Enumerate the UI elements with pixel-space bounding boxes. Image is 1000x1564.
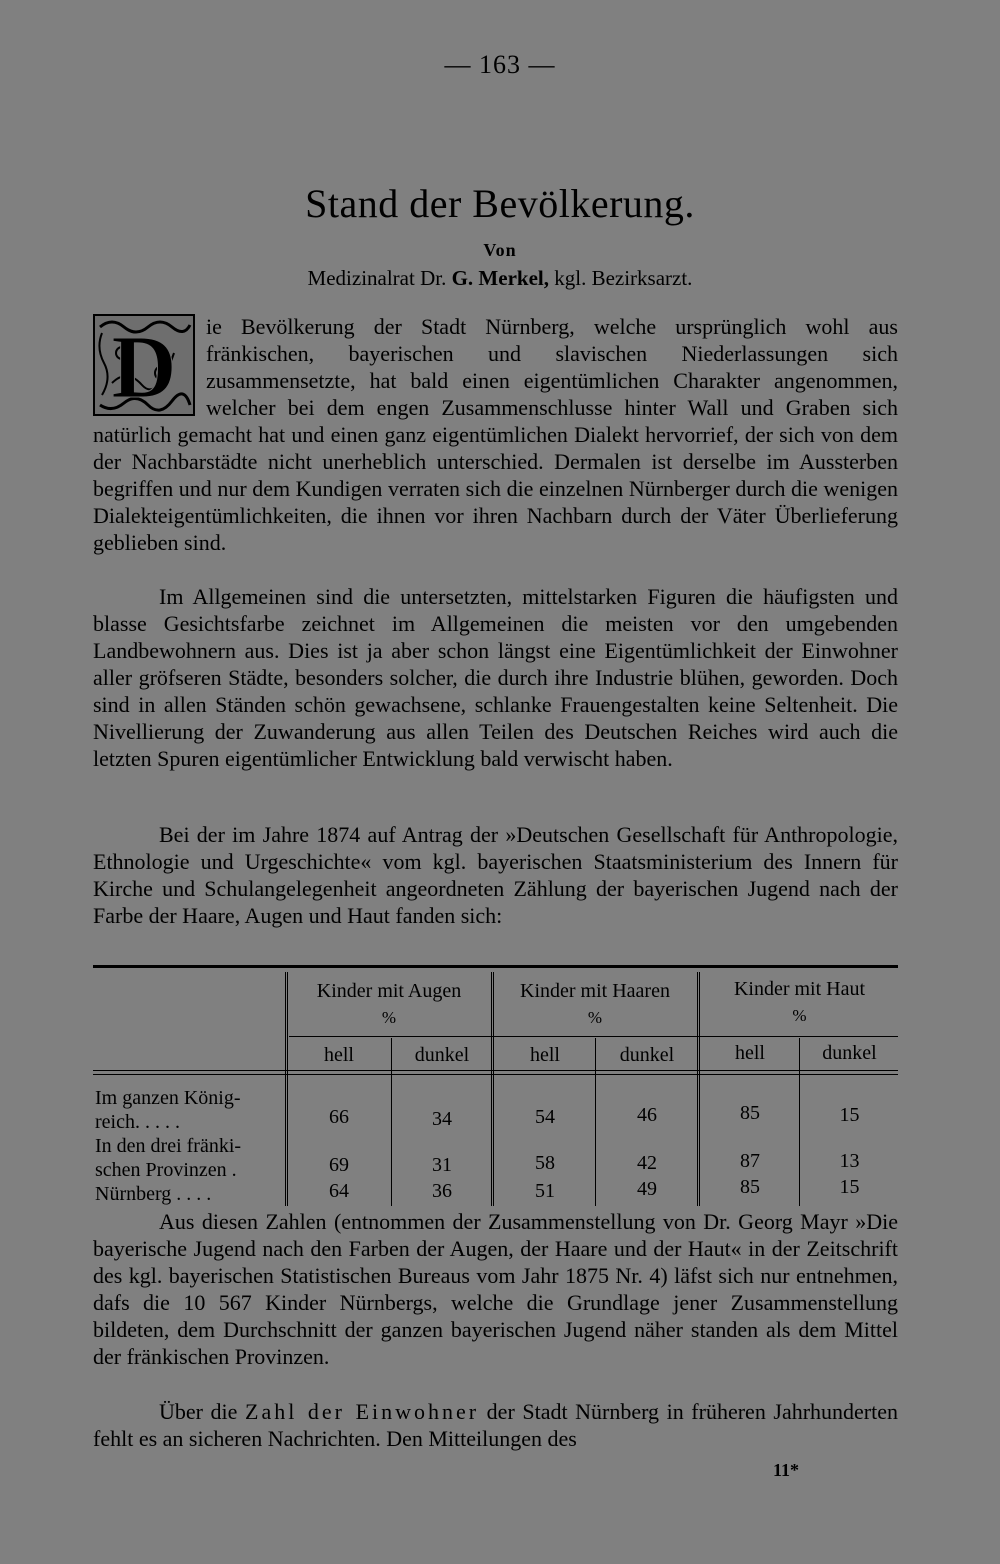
paragraph-census: Bei der im Jahre 1874 auf Antrag der »Deutschen Gesellschaft für Anthropologie, Ethnologie und Urgeschichte« vom kgl. bayerischen Staatsministerium des Innern für Kirche und Schulangelegenheit angeordneten Zählung der bayerischen Jugend nach der Farbe der Haare, Augen und Haut fanden sich: bbox=[93, 822, 898, 928]
table-divider bbox=[697, 972, 700, 1206]
table-divider bbox=[391, 1038, 392, 1206]
author-prefix: Medizinalrat Dr. bbox=[307, 266, 452, 290]
table-cell: 85 bbox=[740, 1176, 760, 1198]
table-rule bbox=[93, 1074, 898, 1075]
table-cell: 15 bbox=[839, 1104, 860, 1126]
drop-cap-ornament bbox=[92, 313, 196, 417]
paragraph-conclusion: Aus diesen Zahlen (entnommen der Zusammenstellung von Dr. Georg Mayr »Die bayerische Jugend nach den Farben der Augen, der Haare und der Haut« in der Zeitschrift des kgl. bayerischen Statistischen Bureaus vom Jahr 1875 Nr. 4) läfst sich nur entnehmen, dafs die 10 567 Kinder Nürnbergs, welche die Grundlage jener Zusammenstellung bildeten, dem Durchschnitt der ganzen bayerischen Jugend näher standen als dem Mittel der fränkischen Provinzen. bbox=[93, 1209, 898, 1369]
drop-cap-letter: D bbox=[111, 318, 177, 417]
table-cell: 31 bbox=[432, 1154, 452, 1176]
table-cell: 42 bbox=[637, 1152, 657, 1174]
table-cell: 46 bbox=[637, 1104, 657, 1126]
paragraph-figures: Im Allgemeinen sind die untersetzten, mittelstarken Figuren die häufigsten und blasse Gesichtsfarbe zeichnet im Allgemeinen die meisten vor den umgebenden Landbewohnern aus. Dies ist ja aber schon längst eine Eigentümlichkeit der Einwohner aller gröfseren Städte, besonders solcher, die durch ihre Industrie blühen, geworden. Doch sind in allen Ständen schön gewachsene, schlanke Frauengestalten keine Seltenheit. Die Nivellierung der Zuwanderung aus allen Teilen des Deutschen Reiches wird auch die letzten Spuren eigentümlicher Entwicklung bald verwischt haben. bbox=[93, 584, 898, 771]
subheader: dunkel bbox=[619, 1044, 675, 1066]
table-cell: 66 bbox=[329, 1106, 349, 1128]
row-label: Im ganzen König- reich. . . . . bbox=[95, 1087, 241, 1133]
subheader: hell bbox=[530, 1044, 560, 1066]
table-divider bbox=[595, 1038, 596, 1206]
row-label: In den drei fränki- schen Provinzen . bbox=[95, 1135, 242, 1181]
table-cell: 34 bbox=[432, 1108, 452, 1130]
table-cell: 13 bbox=[839, 1150, 860, 1172]
intro-paragraph bbox=[93, 313, 898, 556]
table-cell: 51 bbox=[535, 1180, 555, 1202]
unit-label: % bbox=[381, 1008, 397, 1027]
author-suffix: kgl. Bezirksarzt. bbox=[548, 266, 693, 290]
table-divider bbox=[799, 1038, 800, 1206]
table-top-rule bbox=[93, 965, 898, 968]
subheader: dunkel bbox=[414, 1044, 470, 1066]
table-cell: 87 bbox=[740, 1150, 760, 1172]
subheader: dunkel bbox=[822, 1042, 877, 1064]
table-cell: 15 bbox=[839, 1176, 860, 1198]
paragraph-population bbox=[93, 1398, 898, 1452]
unit-label: % bbox=[587, 1008, 603, 1027]
signature-mark: 11* bbox=[773, 1460, 800, 1480]
group-header: Kinder mit Haaren bbox=[520, 980, 670, 1002]
author-name: G. Merkel, bbox=[451, 266, 549, 290]
table-cell: 36 bbox=[432, 1180, 452, 1202]
p5-emphasis: Zahl der Einwohner bbox=[245, 1399, 480, 1424]
p5-end: der Stadt Nürnberg in früheren Jahrhunderten fehlt es an sicheren Nachrichten. Den Mitteilungen des bbox=[93, 1399, 899, 1451]
table-cell: 85 bbox=[740, 1102, 760, 1124]
p5-start: Über die bbox=[159, 1399, 246, 1424]
group-header: Kinder mit Haut bbox=[733, 978, 866, 1000]
group-header: Kinder mit Augen bbox=[316, 980, 462, 1002]
row-label: Nürnberg . . . . bbox=[95, 1183, 212, 1205]
table-cell: 69 bbox=[329, 1154, 349, 1176]
table-divider bbox=[285, 972, 288, 1206]
author-line bbox=[0, 266, 1000, 291]
table-cell: 49 bbox=[637, 1178, 657, 1200]
statistics-table bbox=[93, 972, 898, 1208]
subheader: hell bbox=[735, 1042, 765, 1064]
byline-von: Von bbox=[483, 240, 517, 260]
unit-label: % bbox=[792, 1006, 807, 1025]
page-number: — 163 — bbox=[444, 50, 556, 79]
article-title: Stand der Bevölkerung. bbox=[305, 181, 695, 226]
table-rule bbox=[289, 1036, 898, 1037]
table-cell: 58 bbox=[535, 1152, 555, 1174]
table-rule bbox=[93, 1070, 898, 1071]
subheader: hell bbox=[324, 1044, 354, 1066]
table-cell: 54 bbox=[535, 1106, 555, 1128]
table-divider bbox=[491, 972, 494, 1206]
intro-text: ie Bevölkerung der Stadt Nürnberg, welche ursprünglich wohl aus fränkischen, bayerischen und slavischen Niederlassungen sich zusammensetzte, hat bald einen eigentümlichen Charakter angenommen, welcher bei dem engen Zusammenschlusse hinter Wall und Graben sich natürlich gemacht hat und einen ganz eigentümlichen Dialekt hervorrief, der sich von dem der Nachbarstädte nicht unerheblich unterschied. Dermalen ist derselbe im Aussterben begriffen und nur dem Kundigen verraten sich die einzelnen Nürnberger durch die wenigen Dialekteigentümlichkeiten, die ihnen vor ihren Nachbarn durch der Väter Überlieferung geblieben sind. bbox=[93, 314, 898, 555]
table-cell: 64 bbox=[329, 1180, 349, 1202]
